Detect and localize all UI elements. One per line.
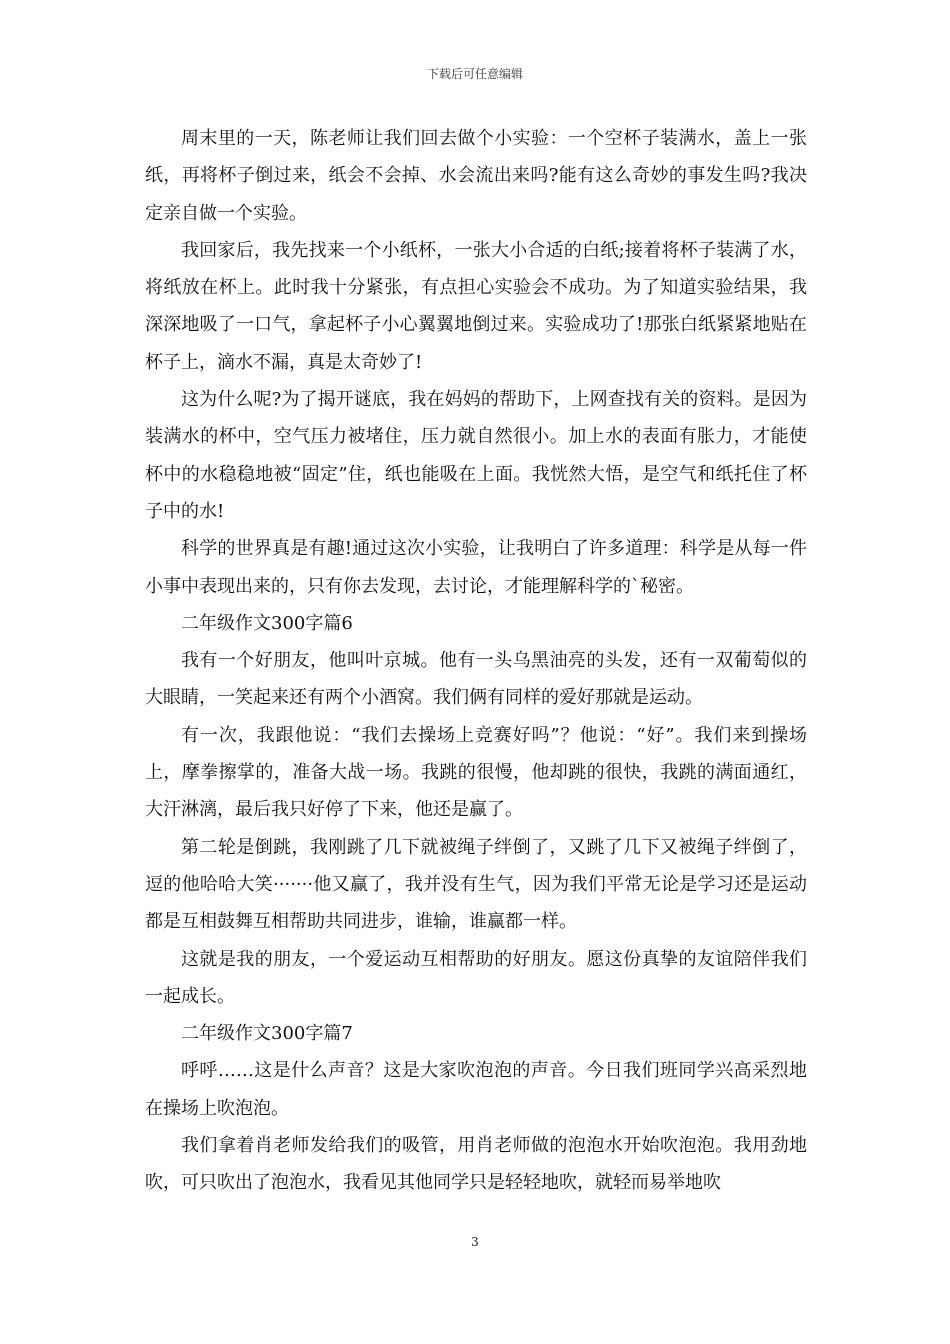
section-heading-6: 二年级作文300字篇6 [181, 612, 353, 634]
section-heading-7: 二年级作文300字篇7 [181, 1023, 353, 1045]
page-header: 下载后可任意编辑 [426, 67, 523, 81]
paragraph-3: 这为什么呢?为了揭开谜底，我在妈妈的帮助下，上网查找有关的资料。是因为装满水的杯中，空气压力被堵住，压力就自然很小。加上水的表面有胀力，才能使杯中的水稳稳地被“固定”住，纸也能吸在上面。我恍然大悟，是空气和纸托住了杯子中的水! [145, 389, 807, 522]
document-body [145, 120, 807, 1202]
paragraph-6: 有一次，我跟他说：“我们去操场上竞赛好吗”？他说：“好”。我们来到操场上，摩拳擦掌的，准备大战一场。我跳的很慢，他却跳的很快，我跳的满面通红，大汗淋漓，最后我只好停了下来，他还是赢了。 [145, 724, 807, 821]
paragraph-5: 我有一个好朋友，他叫叶京城。他有一头乌黑油亮的头发，还有一双葡萄似的大眼睛，一笑起来还有两个小酒窝。我们俩有同样的爱好那就是运动。 [145, 650, 807, 709]
paragraph-7: 第二轮是倒跳，我刚跳了几下就被绳子绊倒了，又跳了几下又被绳子绊倒了，逗的他哈哈大笑·······他又赢了，我并没有生气，因为我们平常无论是学习还是运动都是互相鼓舞互相帮助共同进步，谁输，谁赢都一样。 [145, 836, 807, 933]
paragraph-8: 这就是我的朋友，一个爱运动互相帮助的好朋友。愿这份真挚的友谊陪伴我们一起成长。 [145, 948, 807, 1007]
paragraph-10: 我们拿着肖老师发给我们的吸管，用肖老师做的泡泡水开始吹泡泡。我用劲地吹，可只吹出了泡泡水，我看见其他同学只是轻轻地吹，就轻而易举地吹 [145, 1135, 807, 1194]
page-number: 3 [471, 1235, 479, 1249]
paragraph-9: 呼呼……这是什么声音？这是大家吹泡泡的声音。今日我们班同学兴高采烈地在操场上吹泡泡。 [145, 1060, 807, 1119]
paragraph-4: 科学的世界真是有趣!通过这次小实验，让我明白了许多道理：科学是从每一件小事中表现出来的，只有你去发现，去讨论，才能理解科学的`秘密。 [145, 538, 807, 597]
paragraph-2: 我回家后，我先找来一个小纸杯，一张大小合适的白纸;接着将杯子装满了水，将纸放在杯上。此时我十分紧张，有点担心实验会不成功。为了知道实验结果，我深深地吸了一口气，拿起杯子小心翼翼地倒过来。实验成功了!那张白纸紧紧地贴在杯子上，滴水不漏，真是太奇妙了! [145, 239, 807, 373]
paragraph-1: 周末里的一天，陈老师让我们回去做个小实验：一个空杯子装满水，盖上一张纸，再将杯子倒过来，纸会不会掉、水会流出来吗?能有这么奇妙的事发生吗?我决定亲自做一个实验。 [145, 128, 807, 224]
